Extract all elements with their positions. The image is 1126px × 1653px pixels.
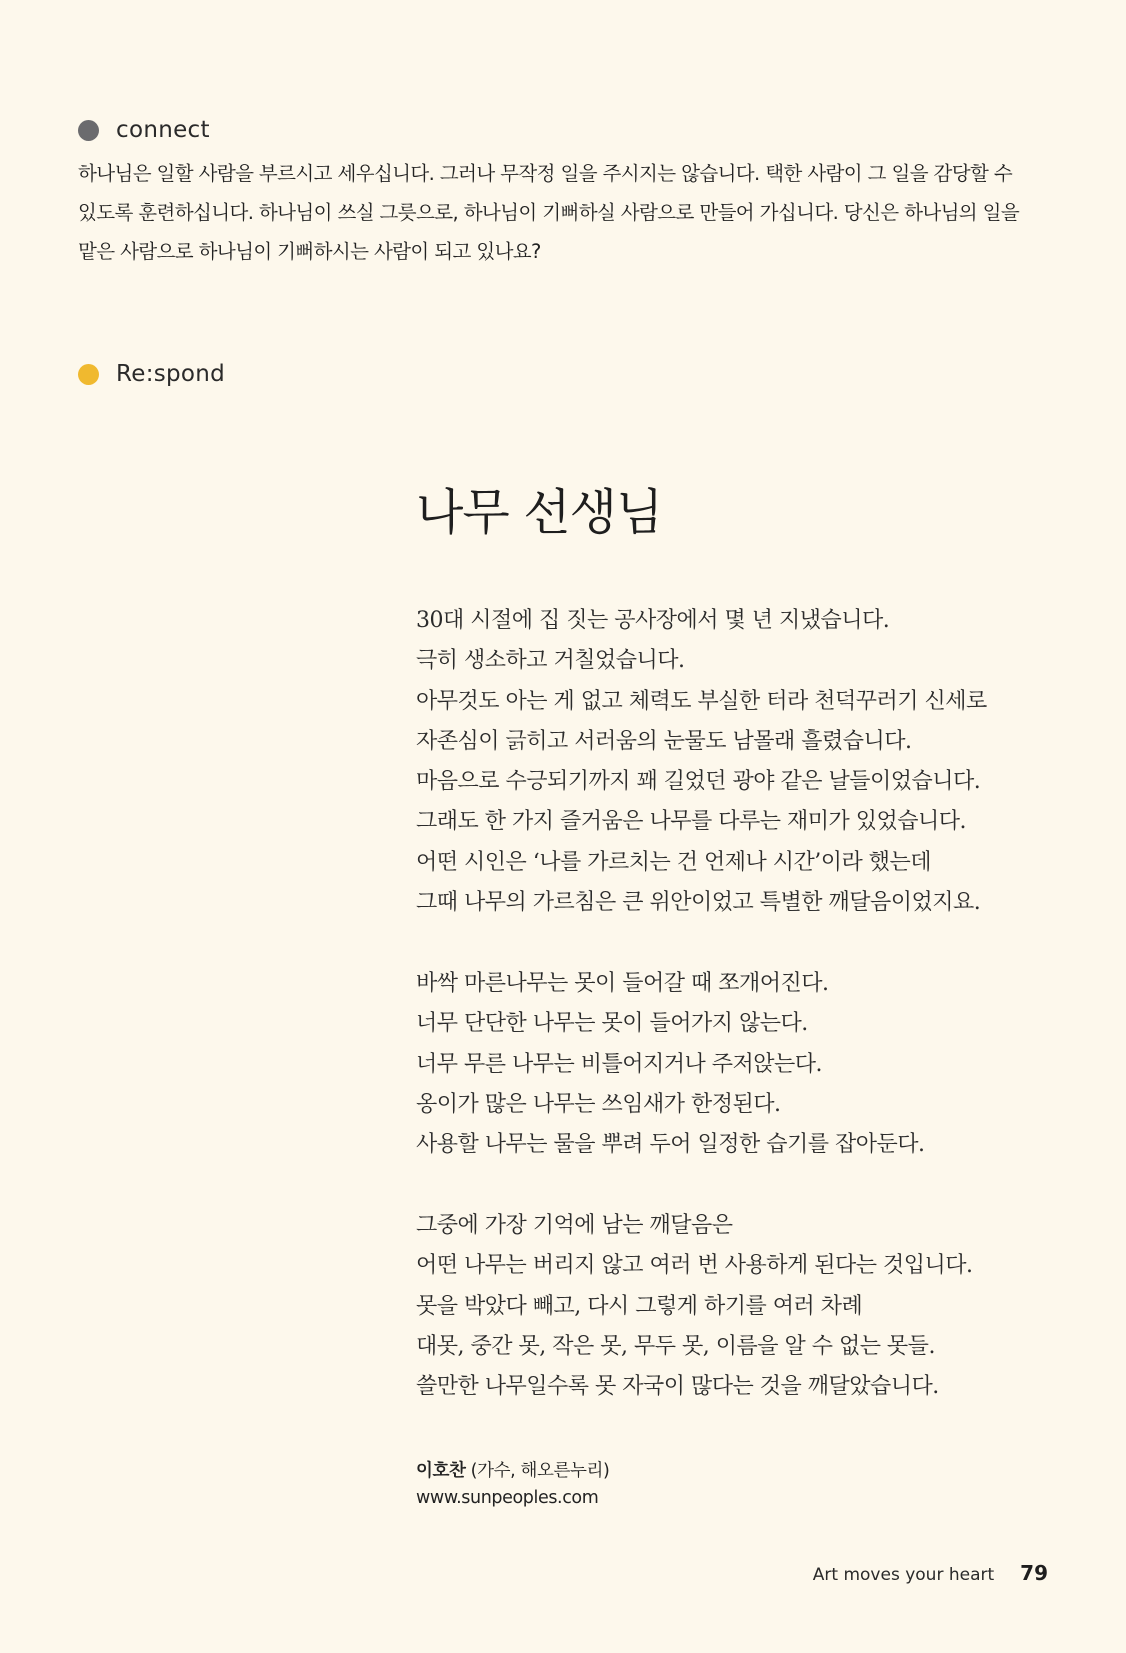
footer-tagline: Art moves your heart bbox=[812, 1565, 995, 1585]
connect-line: 맡은 사람으로 하나님이 기뻐하시는 사람이 되고 있나요? bbox=[78, 240, 541, 263]
author-credit bbox=[416, 1458, 609, 1512]
poem-line: 대못, 중간 못, 작은 못, 무두 못, 이름을 알 수 없는 못들. bbox=[416, 1333, 935, 1359]
poem-stanza bbox=[416, 1206, 973, 1407]
page-footer bbox=[813, 1561, 1048, 1585]
poem-line: 아무것도 아는 게 없고 체력도 부실한 터라 천덕꾸러기 신세로 bbox=[416, 688, 987, 714]
poem-line: 그때 나무의 가르침은 큰 위안이었고 특별한 깨달음이었지요. bbox=[416, 890, 981, 916]
poem-line: 너무 무른 나무는 비틀어지거나 주저앉는다. bbox=[416, 1051, 823, 1077]
poem-line: 30대 시절에 집 짓는 공사장에서 몇 년 지냈습니다. bbox=[416, 608, 890, 633]
poem-line: 사용할 나무는 물을 뿌려 두어 일정한 습기를 잡아둔다. bbox=[416, 1132, 925, 1158]
poem-line: 마음으로 수긍되기까지 꽤 길었던 광야 같은 날들이었습니다. bbox=[416, 769, 981, 795]
poem-line: 옹이가 많은 나무는 쓰임새가 한정된다. bbox=[416, 1091, 781, 1117]
poem-stanza bbox=[416, 964, 925, 1165]
poem-line: 어떤 나무는 버리지 않고 여러 번 사용하게 된다는 것입니다. bbox=[416, 1253, 973, 1279]
author-name: 이호찬 bbox=[416, 1461, 466, 1481]
connect-paragraph bbox=[78, 154, 1058, 271]
poem-stanza bbox=[416, 601, 987, 923]
page-number: 79 bbox=[1020, 1561, 1048, 1585]
poem-line: 자존심이 긁히고 서러움의 눈물도 남몰래 흘렸습니다. bbox=[416, 728, 912, 754]
respond-heading bbox=[78, 361, 225, 387]
poem-line: 어떤 시인은 ‘나를 가르치는 건 언제나 시간’이라 했는데 bbox=[416, 849, 931, 875]
poem-line: 그래도 한 가지 즐거움은 나무를 다루는 재미가 있었습니다. bbox=[416, 809, 966, 835]
connect-heading bbox=[78, 117, 210, 143]
respond-label: Re:spond bbox=[116, 361, 226, 387]
poem-line: 그중에 가장 기억에 남는 깨달음은 bbox=[416, 1213, 733, 1238]
author-line bbox=[416, 1458, 609, 1485]
poem-line: 못을 박았다 빼고, 다시 그렇게 하기를 여러 차례 bbox=[416, 1293, 863, 1319]
poem-line: 극히 생소하고 거칠었습니다. bbox=[416, 648, 685, 674]
bullet-dot-icon bbox=[78, 120, 99, 141]
author-website: www.sunpeoples.com bbox=[416, 1488, 599, 1508]
author-role: (가수, 해오른누리) bbox=[465, 1461, 610, 1481]
connect-line: 하나님은 일할 사람을 부르시고 세우십니다. 그러나 무작정 일을 주시지는 않습니다. 택한 사람이 그 일을 감당할 수 bbox=[78, 162, 1013, 185]
connect-line: 있도록 훈련하십니다. 하나님이 쓰실 그릇으로, 하나님이 기뻐하실 사람으로 만들어 가십니다. 당신은 하나님의 일을 bbox=[78, 201, 1020, 224]
connect-label: connect bbox=[116, 117, 210, 143]
poem-line: 바싹 마른나무는 못이 들어갈 때 쪼개어진다. bbox=[416, 971, 829, 996]
poem-line: 쓸만한 나무일수록 못 자국이 많다는 것을 깨달았습니다. bbox=[416, 1374, 939, 1400]
bullet-dot-icon bbox=[78, 364, 99, 385]
poem-line: 너무 단단한 나무는 못이 들어가지 않는다. bbox=[416, 1011, 808, 1037]
poem-title: 나무 선생님 bbox=[416, 484, 663, 541]
